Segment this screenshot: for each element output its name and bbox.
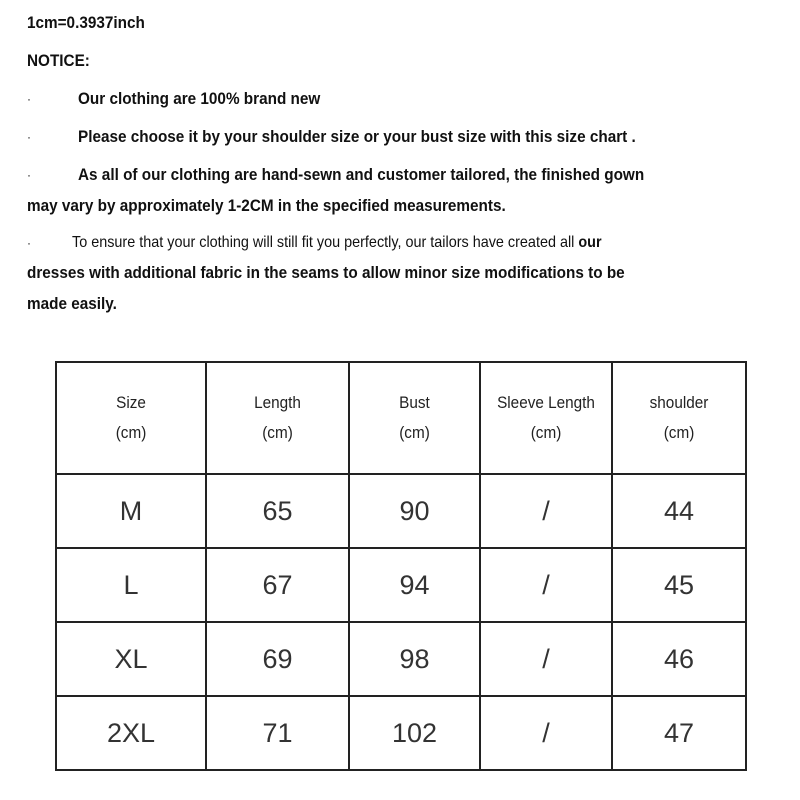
table-row bbox=[56, 548, 746, 622]
cell-size: XL bbox=[56, 622, 206, 696]
table-header-row bbox=[56, 362, 746, 474]
cell-shoulder: 46 bbox=[612, 622, 746, 696]
cell-length: 67 bbox=[206, 548, 349, 622]
table-row bbox=[56, 622, 746, 696]
notice-item-2: Please choose it by your shoulder size or your bust size with this size chart . bbox=[78, 127, 636, 146]
cell-size: L bbox=[56, 548, 206, 622]
notice-title: NOTICE: bbox=[27, 51, 90, 70]
notice-item-3-line-2: may vary by approximately 1-2CM in the specified measurements. bbox=[27, 196, 506, 215]
cell-sleeve-length: / bbox=[480, 696, 612, 770]
header-sleeve-length bbox=[480, 362, 612, 474]
cell-length: 65 bbox=[206, 474, 349, 548]
notice-item-4-bold-text: our bbox=[578, 234, 602, 251]
bullet-1: · bbox=[27, 92, 31, 106]
notice-item-4-line-3: made easily. bbox=[27, 294, 117, 313]
cell-bust: 102 bbox=[349, 696, 480, 770]
size-chart-table bbox=[55, 361, 747, 771]
header-bust-unit: (cm) bbox=[399, 423, 430, 442]
table-row bbox=[56, 696, 746, 770]
bullet-2: · bbox=[27, 130, 31, 144]
cell-size: M bbox=[56, 474, 206, 548]
cell-sleeve-length: / bbox=[480, 474, 612, 548]
header-sleeve-length-label: Sleeve Length bbox=[497, 393, 595, 412]
table-row bbox=[56, 474, 746, 548]
cell-bust: 98 bbox=[349, 622, 480, 696]
cell-bust: 90 bbox=[349, 474, 480, 548]
cell-bust: 94 bbox=[349, 548, 480, 622]
notice-item-4-line-1 bbox=[72, 232, 602, 254]
header-bust-label: Bust bbox=[399, 393, 430, 412]
cell-shoulder: 47 bbox=[612, 696, 746, 770]
cell-length: 71 bbox=[206, 696, 349, 770]
notice-item-4-line-2: dresses with additional fabric in the seams to allow minor size modifications to be bbox=[27, 263, 625, 282]
header-shoulder bbox=[612, 362, 746, 474]
bullet-4: · bbox=[27, 236, 31, 250]
bullet-3: · bbox=[27, 168, 31, 182]
header-size-label: Size bbox=[116, 393, 146, 412]
notice-item-4-light-text: To ensure that your clothing will still fit you perfectly, our tailors have created all bbox=[72, 234, 579, 251]
header-sleeve-length-unit: (cm) bbox=[530, 423, 562, 442]
header-length bbox=[206, 362, 349, 474]
header-shoulder-unit: (cm) bbox=[663, 423, 695, 442]
cell-sleeve-length: / bbox=[480, 622, 612, 696]
cell-size: 2XL bbox=[56, 696, 206, 770]
notice-item-1: Our clothing are 100% brand new bbox=[78, 89, 321, 108]
cell-length: 69 bbox=[206, 622, 349, 696]
notice-item-3-line-1: As all of our clothing are hand-sewn and customer tailored, the finished gown bbox=[78, 165, 645, 184]
cell-shoulder: 45 bbox=[612, 548, 746, 622]
header-length-unit: (cm) bbox=[262, 423, 293, 442]
header-length-label: Length bbox=[254, 393, 301, 412]
cell-sleeve-length: / bbox=[480, 548, 612, 622]
cell-shoulder: 44 bbox=[612, 474, 746, 548]
conversion-note: 1cm=0.3937inch bbox=[27, 13, 145, 32]
header-size-unit: (cm) bbox=[115, 423, 147, 442]
header-bust bbox=[349, 362, 480, 474]
header-shoulder-label: shoulder bbox=[649, 393, 709, 412]
header-size bbox=[56, 362, 206, 474]
